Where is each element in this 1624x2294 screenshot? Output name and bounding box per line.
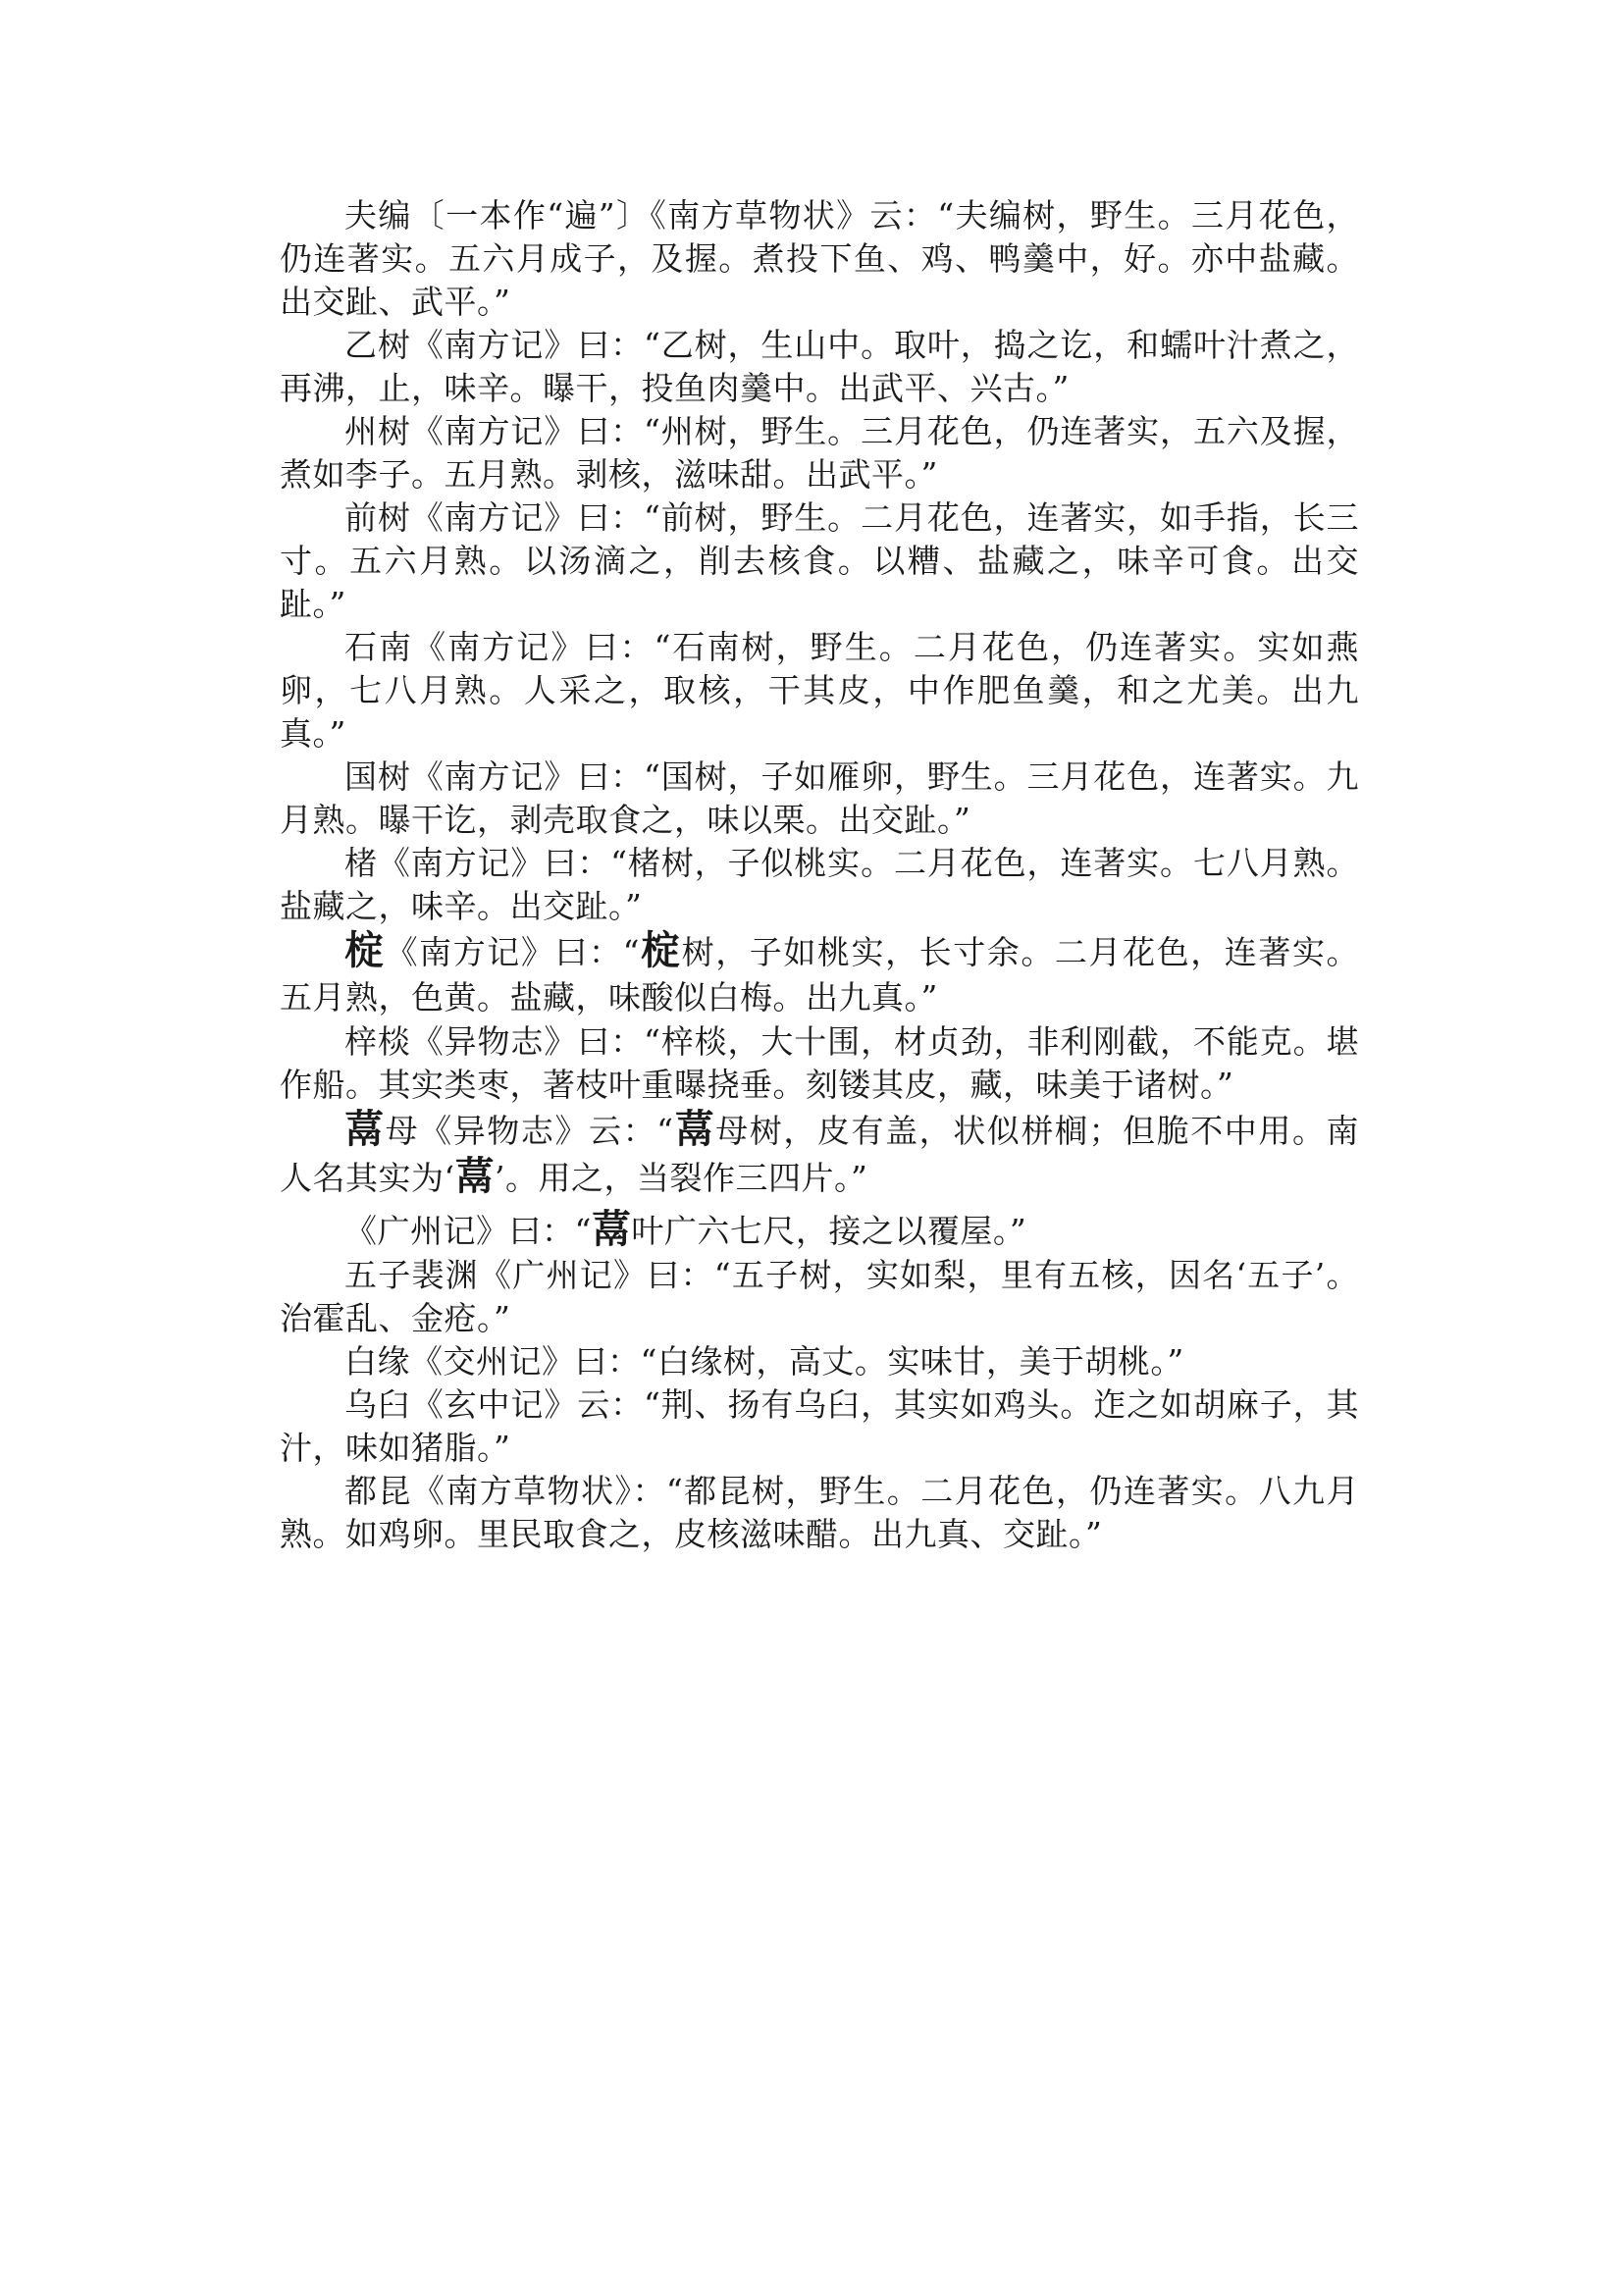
paragraph-guoshu: 国树《南方记》曰：“国树，子如雁卵，野生。三月花色，连著实。九月熟。曝干讫，剥壳取食之，味以栗。出交趾。” xyxy=(280,757,1359,839)
rare-character: 蒚 xyxy=(344,1107,386,1152)
rare-character: 蒚 xyxy=(591,1207,632,1252)
paragraph-baiyuan: 白缘《交州记》曰：“白缘树，高丈。实味甘，美于胡桃。” xyxy=(344,1342,1184,1381)
paragraph-yishu: 乙树《南方记》曰：“乙树，生山中。取叶，捣之讫，和蠕叶汁煮之，再沸，止，味辛。曝干，投鱼肉羹中。出武平、兴古。” xyxy=(280,326,1359,407)
paragraph-text: 《南方记》曰：“ xyxy=(385,933,640,971)
paragraph-text: 母树，皮有盖，状似栟榈；但脆不中用。南人名其实为‘ xyxy=(280,1112,1360,1197)
paragraph-zhoushu: 州树《南方记》曰：“州树，野生。三月花色，仍连著实，五六及握，煮如李子。五月熟。剥核，滋味甜。出武平。” xyxy=(280,412,1359,494)
rare-character: 蒚 xyxy=(673,1107,716,1152)
paragraph-wuzi: 五子裴渊《广州记》曰：“五子树，实如梨，里有五核，因名‘五子’。治霍乱、金疮。” xyxy=(280,1256,1359,1337)
paragraph-wujiu: 乌臼《玄中记》云：“荆、扬有乌臼，其实如鸡头。迮之如胡麻子，其汁，味如猪脂。” xyxy=(280,1385,1359,1467)
paragraph-chu: 楮《南方记》曰：“楮树，子似桃实。二月花色，连著实。七八月熟。盐藏之，味辛。出交趾。” xyxy=(280,844,1359,925)
rare-character: 椗 xyxy=(344,928,386,973)
paragraph-shinan: 石南《南方记》曰：“石南树，野生。二月花色，仍连著实。实如燕卵，七八月熟。人采之，取核，干其皮，中作肥鱼羹，和之尤美。出九真。” xyxy=(280,628,1359,753)
paragraph-guangzhouji xyxy=(280,1207,1359,1254)
paragraph-text: ’。用之，当裂作三四片。” xyxy=(495,1159,868,1197)
rare-character: 椗 xyxy=(639,928,682,973)
rare-character: 蒚 xyxy=(454,1154,495,1199)
paragraph-text: 《广州记》曰：“ xyxy=(344,1212,592,1250)
paragraph-dingshu xyxy=(280,928,1359,1020)
paragraph-qianshu: 前树《南方记》曰：“前树，野生。二月花色，连著实，如手指，长三寸。五六月熟。以汤滴之，削去核食。以糟、盐藏之，味辛可食。出交趾。” xyxy=(280,498,1359,623)
paragraph-fubian: 夫编〔一本作“遍”〕《南方草物状》云：“夫编树，野生。三月花色，仍连著实。五六月成子，及握。煮投下鱼、鸡、鸭羹中，好。亦中盐藏。出交趾、武平。” xyxy=(280,196,1359,321)
paragraph-ziyan: 梓棪《异物志》曰：“梓棪，大十围，材贞劲，非利刚截，不能克。堪作船。其实类枣，著枝叶重曝挠垂。刻镂其皮，藏，味美于诸树。” xyxy=(280,1022,1359,1104)
paragraph-lemu xyxy=(280,1107,1359,1201)
paragraph-text: 树，子如桃实，长寸余。二月花色，连著实。五月熟，色黄。盐藏，味酸似白梅。出九真。” xyxy=(280,933,1360,1017)
document-body xyxy=(280,194,1359,1556)
paragraph-text: 母《异物志》云：“ xyxy=(385,1112,674,1150)
paragraph-dukun: 都昆《南方草物状》：“都昆树，野生。二月花色，仍连著实。八九月熟。如鸡卵。里民取食之，皮核滋味醋。出九真、交趾。” xyxy=(280,1472,1359,1553)
paragraph-text: 叶广六七尺，接之以覆屋。” xyxy=(631,1212,1027,1250)
